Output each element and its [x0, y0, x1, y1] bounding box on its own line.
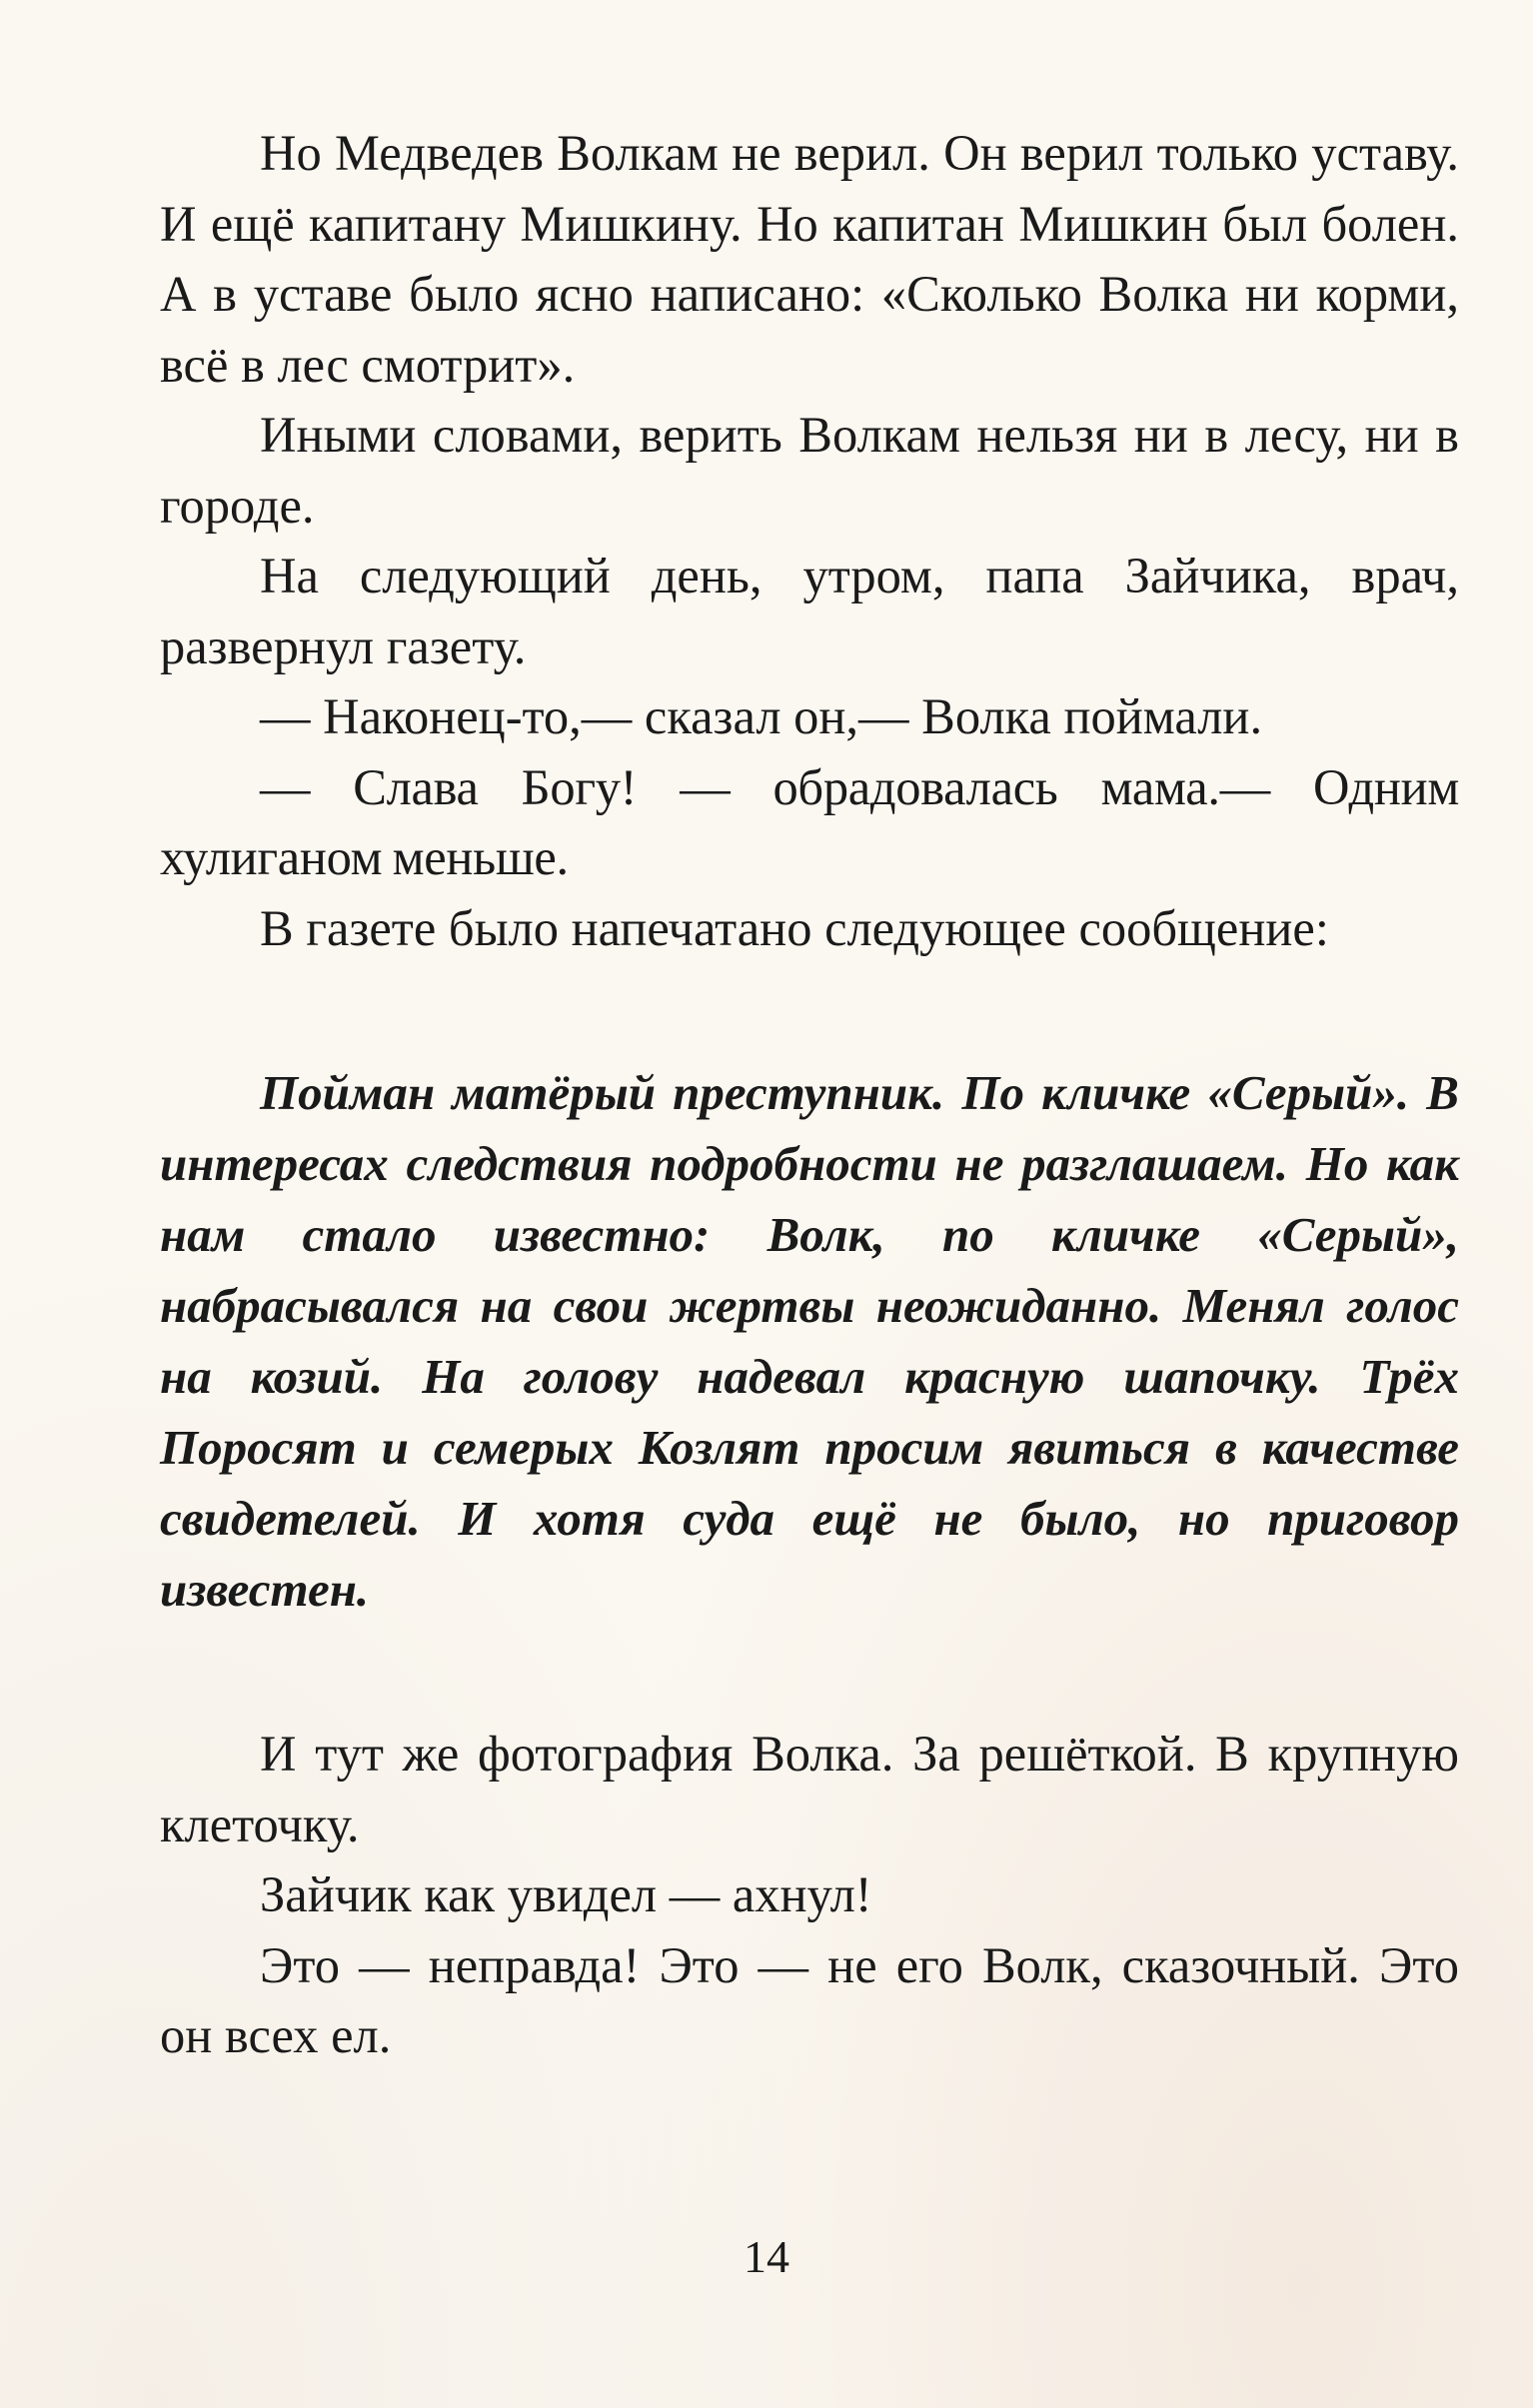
paragraph-8: Зайчик как увидел — ахнул!: [260, 1866, 872, 1922]
paragraph-9: Это — неправда! Это — не его Волк, сказочный. Это он всех ел.: [160, 1936, 1459, 2063]
page-number: 14: [744, 2231, 789, 2282]
text-column: [160, 118, 1459, 2071]
newspaper-quote: Пойман матёрый преступник. По кличке «Серый». В интересах следствия подробности не разглашаем. Но как нам стало известно: Волк, по кличке «Серый», набрасывался на свои жертвы неожиданно. Менял голос на козий. На голову надевал красную шапочку. Трёх Поросят и семерых Козлят просим явиться в качестве свидетелей. И хотя суда ещё не было, но приговор известен.: [160, 1065, 1459, 1617]
paragraph-1: Но Медведев Волкам не верил. Он верил только уставу. И ещё капитану Мишкину. Но капитан Мишкин был болен. А в уставе было ясно написано: «Сколько Волка ни корми, всё в лес смотрит».: [160, 125, 1459, 393]
paragraph-2: Иными словами, верить Волкам нельзя ни в лесу, ни в городе.: [160, 407, 1459, 534]
paragraph-3: На следующий день, утром, папа Зайчика, врач, развернул газету.: [160, 548, 1459, 674]
paragraph-5: — Слава Богу! — обрадовалась мама.— Одним хулиганом меньше.: [160, 758, 1459, 885]
paragraph-4: — Наконец-то,— сказал он,— Волка поймали.: [260, 688, 1263, 744]
paragraph-6: В газете было напечатано следующее сообщение:: [260, 899, 1329, 956]
paragraph-7: И тут же фотография Волка. За решёткой. В крупную клеточку.: [160, 1726, 1459, 1852]
